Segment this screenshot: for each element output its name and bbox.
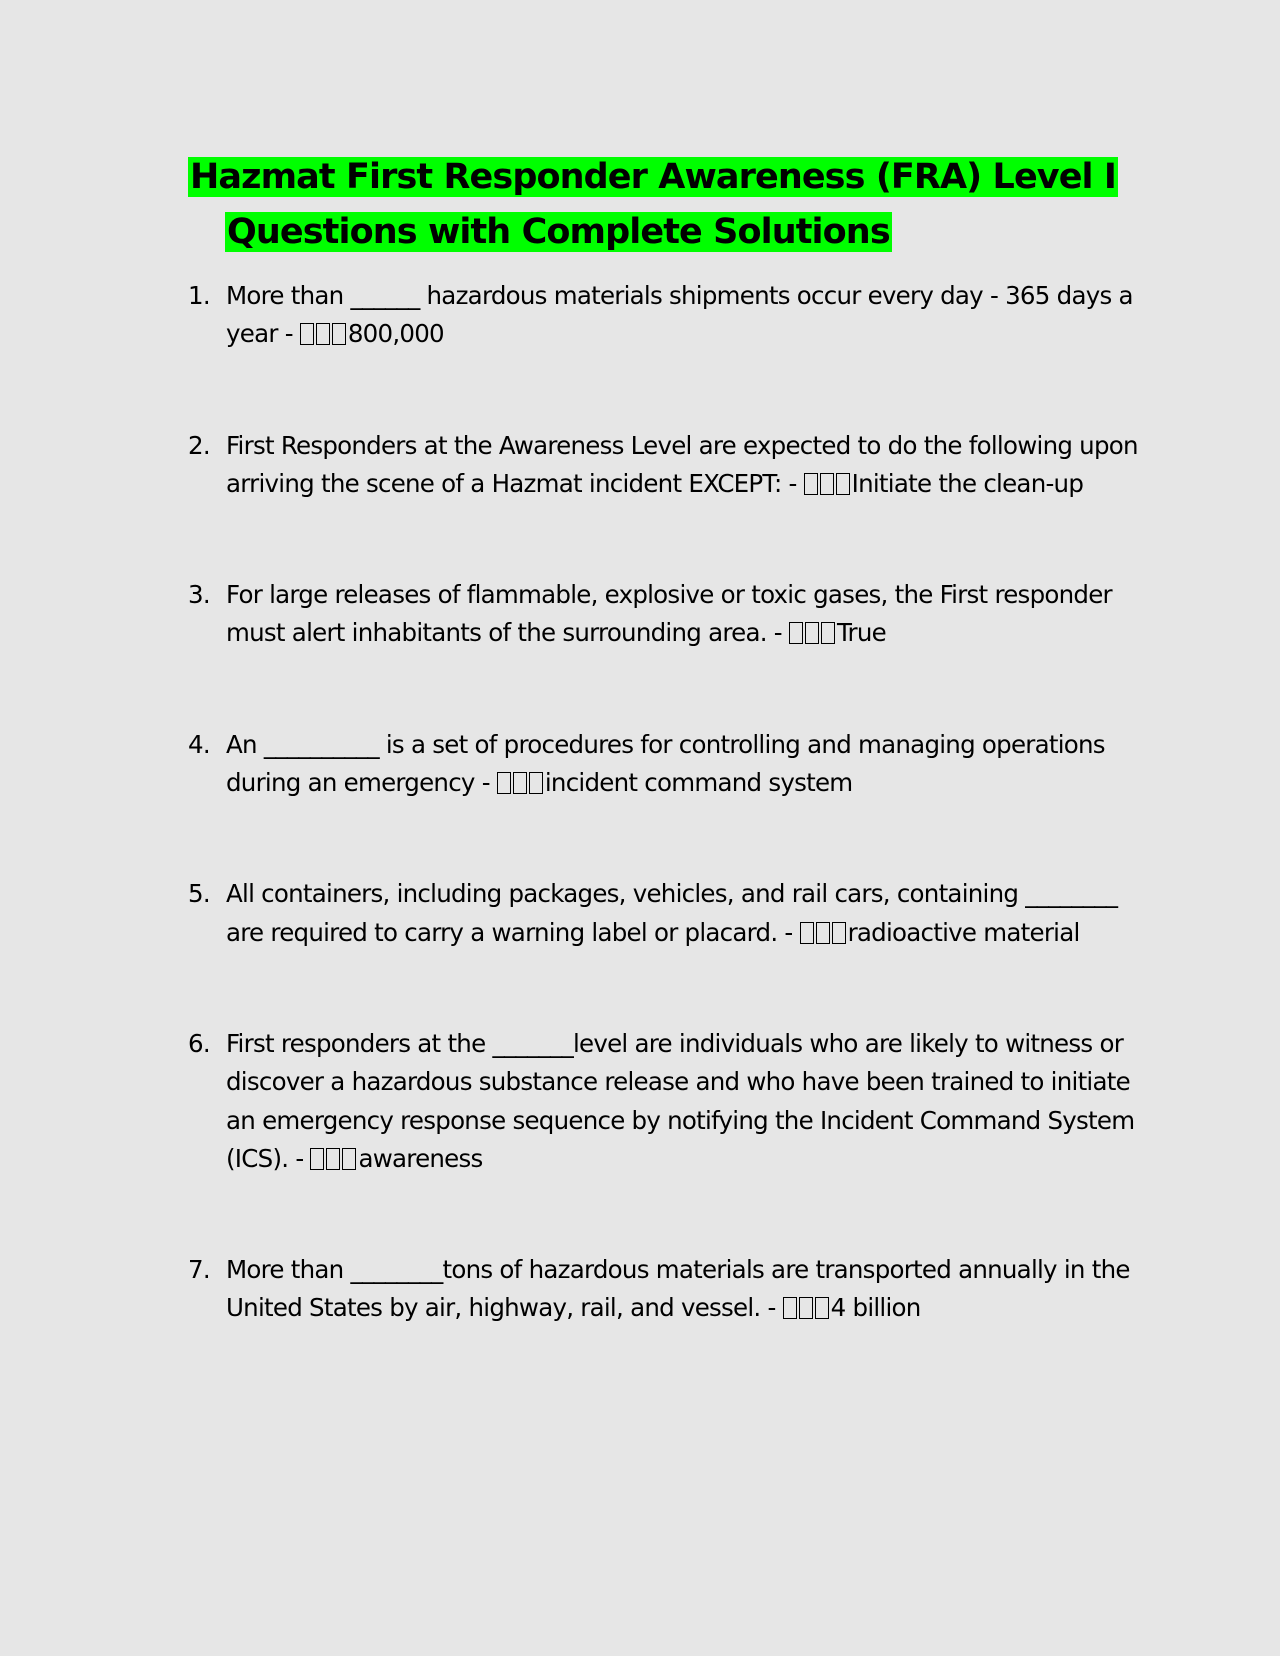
- answer-text: 800,000: [347, 319, 444, 349]
- missing-glyph-box-icon: [800, 918, 848, 947]
- missing-glyph-box-icon: [783, 1293, 831, 1322]
- question-item: [188, 875, 1138, 952]
- question-text: All containers, including packages, vehicles, and rail cars, containing ________ are required to carry a warning label or placard. -: [226, 879, 1118, 947]
- question-item: [188, 1251, 1138, 1328]
- question-item: [188, 726, 1138, 803]
- question-number: 7.: [188, 1255, 210, 1285]
- question-item: [188, 576, 1138, 653]
- question-item: [188, 277, 1138, 354]
- question-number: 2.: [188, 430, 210, 460]
- answer-text: True: [836, 618, 886, 648]
- answer-text: Initiate the clean-up: [851, 468, 1084, 498]
- answer-text: 4 billion: [830, 1293, 921, 1323]
- document-title: [188, 150, 1117, 260]
- missing-glyph-box-icon: [804, 469, 852, 498]
- question-number: 3.: [188, 580, 210, 610]
- answer-text: awareness: [358, 1143, 483, 1173]
- title-line-2: Questions with Complete Solutions: [227, 212, 890, 252]
- missing-glyph-box-icon: [310, 1144, 358, 1173]
- missing-glyph-box-icon: [497, 768, 545, 797]
- question-number: 4.: [188, 729, 210, 759]
- question-text: An __________ is a set of procedures for controlling and managing operations during an emergency -: [226, 729, 1105, 798]
- question-text: More than ______ hazardous materials shipments occur every day - 365 days a year -: [226, 281, 1133, 349]
- question-item: [188, 1025, 1138, 1178]
- title-line-1: Hazmat First Responder Awareness (FRA) Level I: [190, 157, 1117, 197]
- question-text: For large releases of flammable, explosive or toxic gases, the First responder must alert inhabitants of the surrounding area. -: [226, 580, 1112, 648]
- missing-glyph-box-icon: [300, 319, 348, 348]
- question-number: 5.: [188, 879, 210, 909]
- question-list: [188, 277, 1138, 1401]
- question-text: More than ________tons of hazardous materials are transported annually in the United States by air, highway, rail, and vessel. -: [226, 1255, 1130, 1323]
- answer-text: incident command system: [544, 768, 853, 798]
- question-number: 6.: [188, 1028, 210, 1058]
- answer-text: radioactive material: [847, 917, 1080, 947]
- question-text: First Responders at the Awareness Level are expected to do the following upon arriving the scene of a Hazmat incident EXCEPT: -: [226, 430, 1138, 498]
- question-item: [188, 427, 1138, 504]
- question-text: First responders at the _______level are individuals who are likely to witness or discover a hazardous substance release and who have been trained to initiate an emergency response sequence by notifying the Incident Command System (ICS). -: [226, 1028, 1135, 1173]
- missing-glyph-box-icon: [789, 618, 837, 647]
- question-number: 1.: [188, 281, 210, 310]
